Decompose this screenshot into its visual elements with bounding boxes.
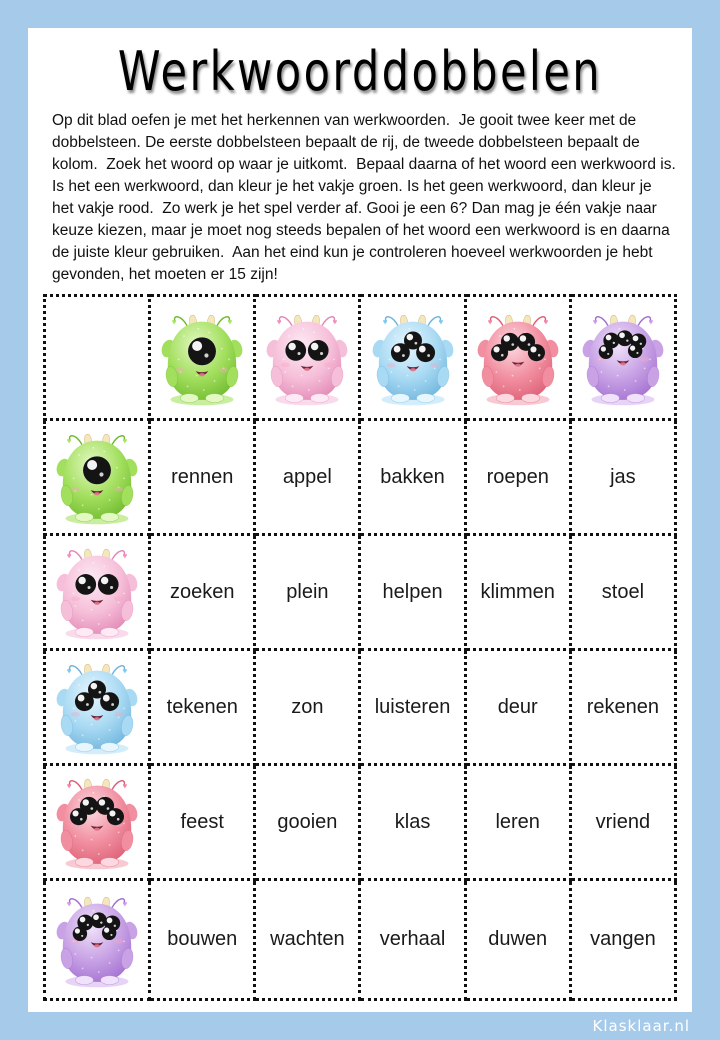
word-label: klas — [394, 810, 431, 833]
heart-icon: ♥ — [487, 316, 493, 326]
monster-body — [63, 556, 131, 634]
monster-eye — [73, 926, 87, 940]
blue-monster-three-eyes-icon — [368, 309, 458, 408]
monster-eye — [286, 340, 307, 361]
monster-eye — [491, 344, 508, 361]
word-label: plein — [286, 580, 329, 603]
column-header-cell — [570, 296, 675, 420]
grid-row — [45, 765, 676, 880]
word-label: vangen — [590, 928, 656, 950]
word-label: deur — [497, 695, 538, 718]
red-monster-four-eyes-icon — [473, 309, 563, 408]
word-label: wachten — [270, 928, 345, 950]
column-header-cell — [360, 296, 465, 420]
heart-icon: ♥ — [66, 781, 72, 791]
heart-icon: ♥ — [648, 316, 654, 326]
word-cell — [150, 880, 255, 1000]
grid-row — [45, 535, 676, 650]
header-row — [45, 296, 676, 420]
word-label: rekenen — [586, 695, 660, 718]
word-label: bouwen — [167, 928, 238, 950]
grid-body — [45, 296, 676, 1000]
word-label: rennen — [171, 465, 234, 488]
monster-eye — [528, 344, 545, 361]
word-label: gooien — [277, 810, 338, 833]
purple-monster-five-eyes-icon — [52, 891, 142, 990]
green-monster-one-eye-icon — [52, 428, 142, 527]
monster-eye — [107, 808, 124, 825]
row-header-cell — [45, 880, 150, 1000]
heart-icon: ♥ — [171, 316, 177, 326]
word-label: feest — [180, 810, 224, 833]
heart-icon: ♥ — [66, 666, 72, 676]
heart-icon: ♥ — [122, 551, 128, 561]
monster-eye — [416, 343, 435, 362]
word-label: stoel — [601, 580, 645, 603]
monster-eye — [70, 808, 87, 825]
word-cell — [465, 420, 570, 535]
word-cell — [360, 650, 465, 765]
word-label: tekenen — [166, 695, 238, 718]
word-cell — [255, 420, 360, 535]
red-monster-four-eyes-icon — [52, 773, 142, 872]
word-cell — [150, 420, 255, 535]
monster-eye — [75, 574, 96, 595]
monster-eye — [390, 343, 409, 362]
monster-eye — [628, 343, 642, 357]
monster-eye — [98, 574, 119, 595]
word-label: roepen — [486, 465, 549, 488]
heart-icon: ♥ — [438, 316, 443, 326]
word-label: klimmen — [480, 580, 555, 603]
word-cell — [570, 880, 675, 1000]
word-cell — [465, 880, 570, 1000]
page-title: Werkwoorddobbelen — [117, 40, 603, 103]
word-cell — [360, 420, 465, 535]
word-cell — [255, 535, 360, 650]
green-monster-one-eye-icon — [157, 309, 247, 408]
word-cell — [150, 535, 255, 650]
site-credit: Klasklaar.nl — [592, 1017, 690, 1035]
column-header-cell — [150, 296, 255, 420]
heart-icon: ♥ — [382, 316, 388, 326]
column-header-cell — [465, 296, 570, 420]
worksheet-page — [28, 28, 692, 1012]
monster-eye — [617, 330, 633, 346]
word-cell — [255, 650, 360, 765]
word-cell — [465, 650, 570, 765]
monster-eye — [83, 456, 111, 484]
row-header-cell — [45, 420, 150, 535]
heart-icon: ♥ — [66, 436, 72, 446]
row-header-cell — [45, 650, 150, 765]
word-cell — [150, 650, 255, 765]
word-cell — [255, 880, 360, 1000]
grid-row — [45, 880, 676, 1000]
word-cell — [465, 535, 570, 650]
word-label: vriend — [595, 810, 651, 833]
word-label: helpen — [382, 580, 443, 603]
word-label: luisteren — [374, 695, 451, 718]
heart-icon: ♥ — [66, 898, 72, 908]
heart-icon: ♥ — [66, 551, 72, 561]
monster-eye — [308, 340, 329, 361]
word-cell — [465, 765, 570, 880]
heart-icon: ♥ — [592, 316, 598, 326]
game-grid — [43, 294, 677, 1001]
monster-eye — [102, 925, 116, 939]
heart-icon: ♥ — [227, 316, 233, 326]
word-cell — [360, 765, 465, 880]
monster-eye — [75, 692, 94, 711]
grid-row — [45, 420, 676, 535]
monster-eye — [599, 344, 613, 358]
heart-icon: ♥ — [122, 898, 128, 908]
heart-icon: ♥ — [122, 781, 128, 791]
word-label: zoeken — [169, 580, 235, 603]
word-label: leren — [495, 810, 540, 833]
word-label: zon — [291, 695, 324, 718]
monster-eye — [91, 912, 107, 928]
word-label: appel — [282, 465, 332, 488]
monster-eye — [188, 337, 216, 365]
blue-monster-three-eyes-icon — [52, 658, 142, 757]
heart-icon: ♥ — [332, 316, 338, 326]
word-cell — [570, 765, 675, 880]
monster-body — [273, 321, 341, 399]
word-label: jas — [610, 465, 636, 488]
column-header-cell — [255, 296, 360, 420]
word-cell — [360, 880, 465, 1000]
word-label: duwen — [488, 928, 548, 950]
heart-icon: ♥ — [543, 316, 549, 326]
grid-row — [45, 650, 676, 765]
corner-cell — [45, 296, 150, 420]
row-header-cell — [45, 535, 150, 650]
word-cell — [570, 420, 675, 535]
instructions-text: Op dit blad oefen je met het herkennen van werkwoorden. Je gooit twee keer met de dobbelsteen. De eerste dobbelsteen bepaalt de rij, de tweede dobbelsteen bepaalt de kolom. Zoek het woord op waar je uitkomt. Bepaal daarna of het woord een werkwoord is. Is het een werkwoord, dan kleur je het vakje groen. Is het geen werkwoord, dan kleur je het vakje rood. Zo werk je het spel verder af. Gooi je een 6? Dan mag je één vakje naar keuze kiezen, maar je moet nog steeds bepalen of het woord een werkwoord is en daarna de juiste kleur gebruiken. Aan het eind kun je controleren hoeveel werkwoorden je hebt gevonden, het moeten er 15 zijn! — [52, 112, 681, 283]
pink-monster-two-eyes-icon — [52, 543, 142, 642]
word-cell — [150, 765, 255, 880]
heart-icon: ♥ — [277, 316, 282, 326]
heart-icon: ♥ — [122, 666, 128, 676]
word-cell — [570, 535, 675, 650]
monster-eye — [100, 692, 119, 711]
pink-monster-two-eyes-icon — [262, 309, 352, 408]
purple-monster-five-eyes-icon — [578, 309, 668, 408]
row-header-cell — [45, 765, 150, 880]
word-cell — [570, 650, 675, 765]
word-label: bakken — [380, 465, 445, 488]
word-cell — [360, 535, 465, 650]
heart-icon: ♥ — [122, 436, 128, 446]
word-cell — [255, 765, 360, 880]
word-label: verhaal — [379, 928, 446, 950]
